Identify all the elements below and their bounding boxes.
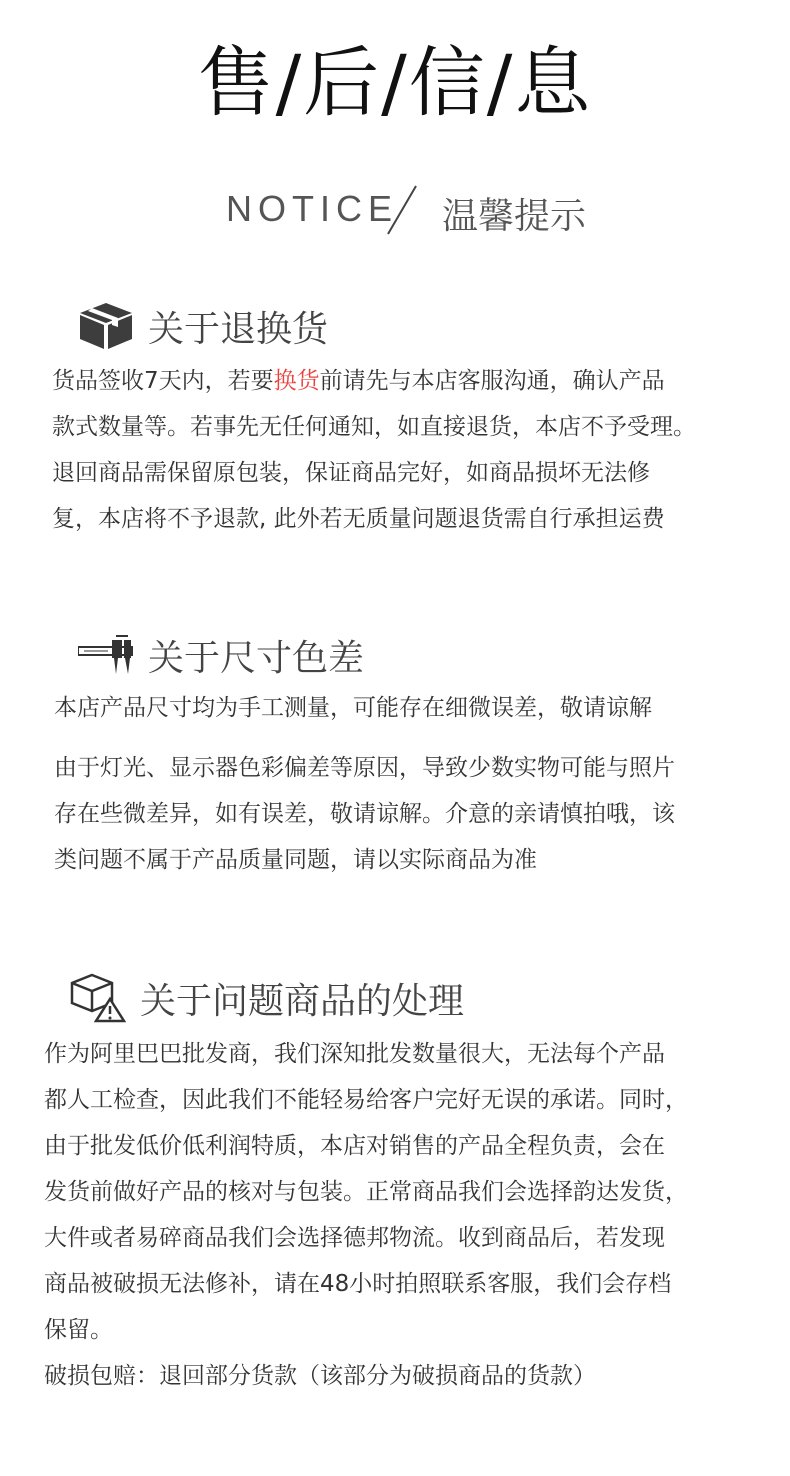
text-line: 本店产品尺寸均为手工测量，可能存在细微误差，敬请谅解 bbox=[54, 695, 652, 721]
text-line: 破损包赔：退回部分货款（该部分为破损商品的货款） bbox=[44, 1363, 596, 1389]
caliper-ruler-icon bbox=[78, 630, 134, 680]
section-heading-label: 关于退换货 bbox=[148, 308, 329, 350]
notice-label: NOTICE bbox=[226, 188, 399, 229]
package-box-icon bbox=[78, 301, 134, 351]
section-heading-label: 关于问题商品的处理 bbox=[140, 980, 465, 1022]
damaged-box-warning-icon bbox=[70, 973, 126, 1023]
text-line: 类问题不属于产品质量同题，请以实际商品为准 bbox=[54, 847, 537, 873]
text-line: 复，本店将不予退款, 此外若无质量问题退货需自行承担运费 bbox=[52, 506, 665, 532]
highlight-exchange: 换货 bbox=[273, 368, 320, 394]
text-line: 退回商品需保留原包装，保证商品完好，如商品损坏无法修 bbox=[52, 460, 650, 486]
text-line: 作为阿里巴巴批发商，我们深知批发数量很大，无法每个产品 bbox=[44, 1041, 665, 1067]
section-heading-label: 关于尺寸色差 bbox=[148, 637, 365, 679]
text-line: 由于灯光、显示器色彩偏差等原因，导致少数实物可能与照片 bbox=[54, 755, 675, 781]
tip-label: 温馨提示 bbox=[442, 196, 587, 237]
notice-subtitle bbox=[0, 180, 790, 240]
section-problem-heading bbox=[70, 970, 464, 1026]
section-problem-text bbox=[44, 1031, 688, 1399]
text-line: 保留。 bbox=[44, 1317, 113, 1343]
section-size-heading bbox=[78, 627, 364, 683]
text-line: 商品被破损无法修补，请在48小时拍照联系客服，我们会存档 bbox=[44, 1271, 672, 1297]
text-line: 由于批发低价低利润特质，本店对销售的产品全程负责，会在 bbox=[44, 1133, 665, 1159]
text-line: 都人工检查，因此我们不能轻易给客户完好无误的承诺。同时， bbox=[44, 1087, 688, 1113]
section-size-text-2 bbox=[54, 745, 675, 883]
page-title: 售/后/信/息 bbox=[197, 38, 593, 127]
section-returns-text bbox=[52, 358, 696, 542]
text-line: 货品签收7天内，若要换货前请先与本店客服沟通，确认产品 bbox=[52, 368, 665, 394]
text-line: 大件或者易碎商品我们会选择德邦物流。收到商品后，若发现 bbox=[44, 1225, 665, 1251]
section-returns-heading bbox=[78, 298, 328, 354]
text-line: 存在些微差异，如有误差，敬请谅解。介意的亲请慎拍哦，该 bbox=[54, 801, 675, 827]
text-line: 款式数量等。若事先无任何通知，如直接退货，本店不予受理。 bbox=[52, 414, 696, 440]
text-line: 发货前做好产品的核对与包装。正常商品我们会选择韵达发货， bbox=[44, 1179, 688, 1205]
slash-divider-icon bbox=[382, 182, 422, 238]
section-size-text-1 bbox=[54, 685, 652, 731]
